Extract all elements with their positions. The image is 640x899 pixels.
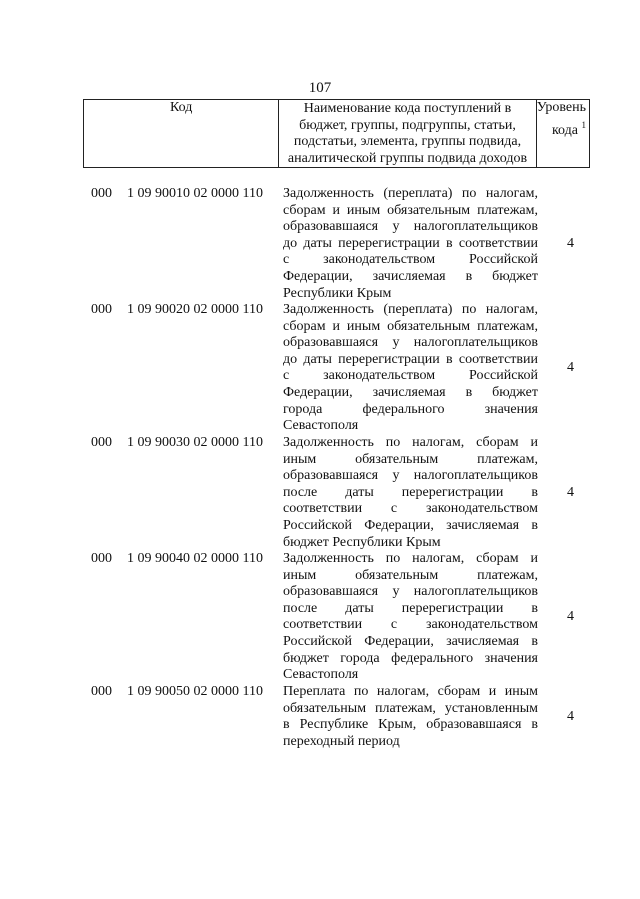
description-line: с законодательством Российской [283,252,538,268]
description-line: иным обязательным платежам, [283,451,538,467]
description-line: до даты перерегистрации в соответствии [283,235,538,251]
description-line: Задолженность (переплата) по налогам, [283,186,538,201]
description-line: с законодательством Российской [283,368,538,384]
code-level: 4 [567,709,574,725]
header-level-word: кода [551,122,578,138]
description-line: иным обязательным платежам, [283,567,538,583]
description-line: Федерации, зачисляемая в бюджет [283,384,538,400]
code-level: 4 [567,485,574,501]
table-header [83,99,590,168]
description-line: сборам и иным обязательным платежам, [283,318,538,334]
description-line: переходный период [283,733,400,749]
admin-code: 000 [91,302,112,317]
header-level [536,100,589,168]
description-line: Задолженность по налогам, сборам и [283,435,538,450]
description-line: после даты перерегистрации в [283,484,538,500]
income-code: 1 09 90030 02 0000 110 [127,435,263,450]
header-name-line: аналитической группы подвида доходов [287,150,528,166]
description-line: до даты перерегистрации в соответствии [283,351,538,367]
code-level: 4 [567,236,574,252]
description-line: Севастополя [283,418,359,434]
header-name-line: подстатьи, элемента, группы подвида, [293,134,522,149]
header-code: Код [84,100,279,168]
description-line: после даты перерегистрации в [283,600,538,616]
income-code: 1 09 90010 02 0000 110 [127,186,263,201]
description-line: бюджет Республики Крым [283,534,441,550]
income-code: 1 09 90020 02 0000 110 [127,302,263,317]
description-line: сборам и иным обязательным платежам, [283,202,538,218]
description-line: Севастополя [283,667,359,683]
header-level-line1: Уровень [536,100,586,115]
admin-code: 000 [91,684,112,699]
description-line: Российской Федерации, зачисляемая в [283,517,538,533]
description-line: обязательным платежам, установленным [283,700,538,716]
header-level-line2 [537,117,586,140]
description-line: Российской Федерации, зачисляемая в [283,633,538,649]
header-name [279,100,536,168]
page-number: 107 [308,80,332,96]
header-name-line: Наименование кода поступлений в [303,101,512,116]
admin-code: 000 [91,435,112,450]
code-description [283,551,538,684]
description-line: города федерального значения [283,401,538,417]
code-level: 4 [567,360,574,376]
code-description [283,684,538,750]
description-line: образовавшаяся у налогоплательщиков [283,335,538,351]
admin-code: 000 [91,551,112,566]
description-line: Республики Крым [283,285,392,301]
code-description [283,302,538,435]
description-line: в Республике Крым, образовавшаяся в [283,717,538,733]
code-level: 4 [567,609,574,625]
description-line: бюджет города федерального значения [283,650,538,666]
description-line: соответствии с законодательством [283,617,538,633]
code-description [283,186,538,302]
footnote-marker: 1 [581,119,586,130]
code-description [283,435,538,551]
header-name-line: бюджет, группы, подгруппы, статьи, [299,117,516,133]
income-code: 1 09 90050 02 0000 110 [127,684,263,699]
description-line: Федерации, зачисляемая в бюджет [283,268,538,284]
description-line: Задолженность (переплата) по налогам, [283,302,538,317]
description-line: образовавшаяся у налогоплательщиков [283,468,538,484]
description-line: соответствии с законодательством [283,501,538,517]
description-line: образовавшаяся у налогоплательщиков [283,219,538,235]
income-code: 1 09 90040 02 0000 110 [127,551,263,566]
description-line: Переплата по налогам, сборам и иным [283,684,538,699]
description-line: образовавшаяся у налогоплательщиков [283,584,538,600]
admin-code: 000 [91,186,112,201]
description-line: Задолженность по налогам, сборам и [283,551,538,566]
